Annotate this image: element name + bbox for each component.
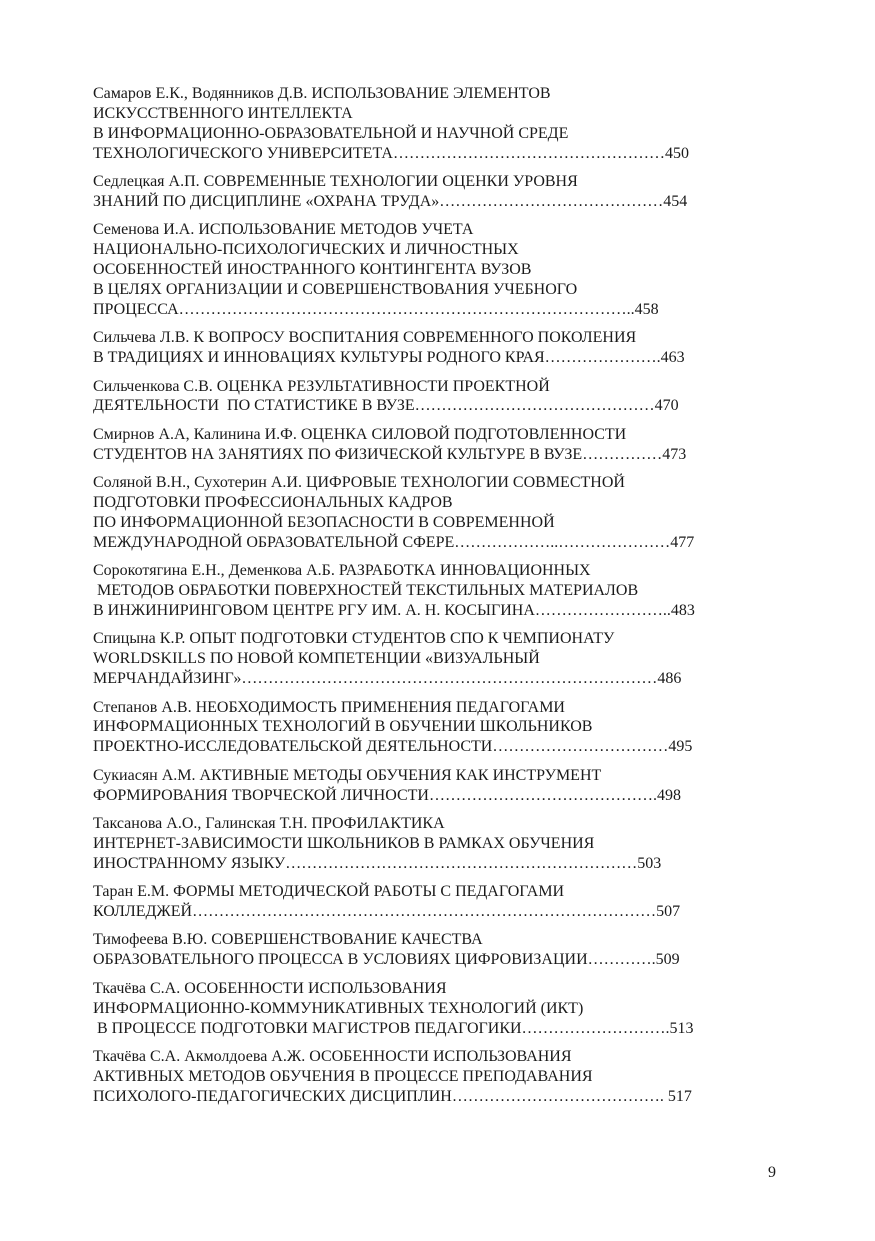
toc-entry-line: Сорокотягина Е.Н., Деменкова А.Б. РАЗРАБОТКА ИННОВАЦИОННЫХ <box>93 562 591 580</box>
toc-entry-line: АКТИВНЫХ МЕТОДОВ ОБУЧЕНИЯ В ПРОЦЕССЕ ПРЕПОДАВАНИЯ <box>93 1067 593 1085</box>
toc-entry-line: В ПРОЦЕССЕ ПОДГОТОВКИ МАГИСТРОВ ПЕДАГОГИКИ……………………….513 <box>93 1019 694 1037</box>
toc-entry-line: ПРОЦЕССА…………………………………………………………………………..458 <box>93 300 659 318</box>
toc-entry-line: В ИНФОРМАЦИОННО-ОБРАЗОВАТЕЛЬНОЙ И НАУЧНОЙ СРЕДЕ <box>93 124 569 142</box>
toc-entry-line: ДЕЯТЕЛЬНОСТИ ПО СТАТИСТИКЕ В ВУЗЕ………………………………………470 <box>93 397 679 415</box>
toc-entry-line: КОЛЛЕДЖЕЙ……………………………………………………………………………507 <box>93 903 681 921</box>
toc-entry <box>93 561 755 621</box>
toc-entry-line: В ТРАДИЦИЯХ И ИННОВАЦИЯХ КУЛЬТУРЫ РОДНОГО КРАЯ………………….463 <box>93 349 685 367</box>
toc-entry-line: МЕЖДУНАРОДНОЙ ОБРАЗОВАТЕЛЬНОЙ СФЕРЕ………………..…………………477 <box>93 533 695 551</box>
toc-entry <box>93 698 755 758</box>
toc-entry-line: МЕТОДОВ ОБРАБОТКИ ПОВЕРХНОСТЕЙ ТЕКСТИЛЬНЫХ МАТЕРИАЛОВ <box>93 582 639 600</box>
toc-entry <box>93 766 755 806</box>
toc-entry-line: Ткачёва С.А. ОСОБЕННОСТИ ИСПОЛЬЗОВАНИЯ <box>93 979 447 997</box>
toc-entry <box>93 979 755 1039</box>
toc-entry-line: Семенова И.А. ИСПОЛЬЗОВАНИЕ МЕТОДОВ УЧЕТА <box>93 221 474 239</box>
toc-entry-line: Тимофеева В.Ю. СОВЕРШЕНСТВОВАНИЕ КАЧЕСТВА <box>93 931 483 949</box>
toc-entry-line: Спицына К.Р. ОПЫТ ПОДГОТОВКИ СТУДЕНТОВ СПО К ЧЕМПИОНАТУ <box>93 630 615 648</box>
toc-entry-line: ИНТЕРНЕТ-ЗАВИСИМОСТИ ШКОЛЬНИКОВ В РАМКАХ ОБУЧЕНИЯ <box>93 834 595 852</box>
toc-entry-line: В ИНЖИНИРИНГОВОМ ЦЕНТРЕ РГУ ИМ. А. Н. КОСЫГИНА……………………..483 <box>93 601 695 619</box>
toc-entry-line: МЕРЧАНДАЙЗИНГ»……………………………………………………………………486 <box>93 670 682 688</box>
toc-entry-line: Самаров Е.К., Водянников Д.В. ИСПОЛЬЗОВАНИЕ ЭЛЕМЕНТОВ <box>93 85 551 102</box>
toc-entry-line: ПОДГОТОВКИ ПРОФЕССИОНАЛЬНЫХ КАДРОВ <box>93 494 453 512</box>
toc-entry-line: Смирнов А.А, Калинина И.Ф. ОЦЕНКА СИЛОВОЙ ПОДГОТОВЛЕННОСТИ <box>93 425 627 443</box>
toc-entry <box>93 1047 755 1107</box>
toc-entry <box>93 930 755 970</box>
toc-entry-line: ИНФОРМАЦИОННЫХ ТЕХНОЛОГИЙ В ОБУЧЕНИИ ШКОЛЬНИКОВ <box>93 718 593 736</box>
toc-entry-line: Ткачёва С.А. Акмолдоева А.Ж. ОСОБЕННОСТИ ИСПОЛЬЗОВАНИЯ <box>93 1047 572 1065</box>
toc-entry-line: Сукиасян А.М. АКТИВНЫЕ МЕТОДЫ ОБУЧЕНИЯ КАК ИНСТРУМЕНТ <box>93 766 602 784</box>
toc-entry <box>93 814 755 874</box>
toc-entry-line: ПРОЕКТНО-ИССЛЕДОВАТЕЛЬСКОЙ ДЕЯТЕЛЬНОСТИ……………………………495 <box>93 738 693 756</box>
toc-entry <box>93 84 755 164</box>
toc-entry-line: ИНОСТРАННОМУ ЯЗЫКУ…………………………………………………………503 <box>93 854 662 872</box>
toc-entry-line: Таран Е.М. ФОРМЫ МЕТОДИЧЕСКОЙ РАБОТЫ С ПЕДАГОГАМИ <box>93 883 565 901</box>
toc-entry-line: Сильчева Л.В. К ВОПРОСУ ВОСПИТАНИЯ СОВРЕМЕННОГО ПОКОЛЕНИЯ <box>93 329 637 347</box>
toc-entry <box>93 473 755 553</box>
toc-entry-line: Седлецкая А.П. СОВРЕМЕННЫЕ ТЕХНОЛОГИИ ОЦЕНКИ УРОВНЯ <box>93 173 578 191</box>
toc-entry-line: СТУДЕНТОВ НА ЗАНЯТИЯХ ПО ФИЗИЧЕСКОЙ КУЛЬТУРЕ В ВУЗЕ……………473 <box>93 445 687 463</box>
toc-entry-line: WORLDSKILLS ПО НОВОЙ КОМПЕТЕНЦИИ «ВИЗУАЛЬНЫЙ <box>93 650 540 668</box>
toc-entry <box>93 220 755 319</box>
toc-entry-line: ПО ИНФОРМАЦИОННОЙ БЕЗОПАСНОСТИ В СОВРЕМЕННОЙ <box>93 513 555 531</box>
toc-entry-line: Соляной В.Н., Сухотерин А.И. ЦИФРОВЫЕ ТЕХНОЛОГИИ СОВМЕСТНОЙ <box>93 474 625 492</box>
toc-entry <box>93 629 755 689</box>
toc-entry-line: НАЦИОНАЛЬНО-ПСИХОЛОГИЧЕСКИХ И ЛИЧНОСТНЫХ <box>93 241 519 259</box>
page-number: 9 <box>768 1164 776 1181</box>
toc-entry-line: Таксанова А.О., Галинская Т.Н. ПРОФИЛАКТИКА <box>93 815 445 832</box>
toc-entry-line: Степанов А.В. НЕОБХОДИМОСТЬ ПРИМЕНЕНИЯ ПЕДАГОГАМИ <box>93 698 565 716</box>
toc-entry <box>93 882 755 922</box>
toc-entry-line: ОСОБЕННОСТЕЙ ИНОСТРАННОГО КОНТИНГЕНТА ВУЗОВ <box>93 261 532 279</box>
toc-entry-line: Сильченкова С.В. ОЦЕНКА РЕЗУЛЬТАТИВНОСТИ ПРОЕКТНОЙ <box>93 377 550 395</box>
toc-entry-line: В ЦЕЛЯХ ОРГАНИЗАЦИИ И СОВЕРШЕНСТВОВАНИЯ УЧЕБНОГО <box>93 281 578 299</box>
toc-entry-line: ИСКУССТВЕННОГО ИНТЕЛЛЕКТА <box>93 104 353 122</box>
table-of-contents <box>93 84 755 1115</box>
toc-entry <box>93 328 755 368</box>
toc-entry-line: ОБРАЗОВАТЕЛЬНОГО ПРОЦЕССА В УСЛОВИЯХ ЦИФРОВИЗАЦИИ………….509 <box>93 951 680 969</box>
toc-entry <box>93 377 755 417</box>
toc-entry-line: ТЕХНОЛОГИЧЕСКОГО УНИВЕРСИТЕТА……………………………………………450 <box>93 144 689 162</box>
toc-entry-line: ФОРМИРОВАНИЯ ТВОРЧЕСКОЙ ЛИЧНОСТИ…………………………………….498 <box>93 786 681 804</box>
toc-entry <box>93 425 755 465</box>
toc-entry-line: ИНФОРМАЦИОННО-КОММУНИКАТИВНЫХ ТЕХНОЛОГИЙ (ИКТ) <box>93 999 584 1017</box>
toc-entry-line: ПСИХОЛОГО-ПЕДАГОГИЧЕСКИХ ДИСЦИПЛИН…………………………………. 517 <box>93 1087 692 1105</box>
toc-entry <box>93 172 755 212</box>
toc-entry-line: ЗНАНИЙ ПО ДИСЦИПЛИНЕ «ОХРАНА ТРУДА»……………………………………454 <box>93 192 688 210</box>
